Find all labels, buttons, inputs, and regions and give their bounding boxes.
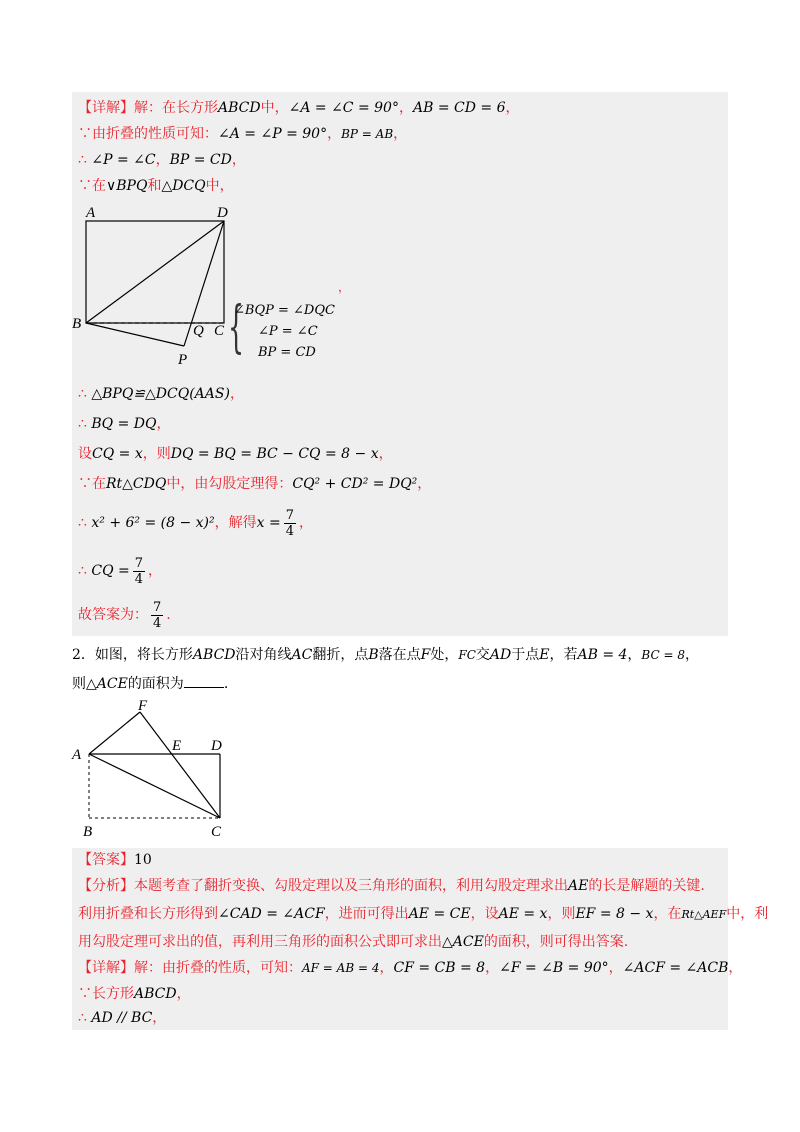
sol1-line-10: ∴ CQ = $\frac{7}{4}$ ， [78,555,163,587]
sol1-line-1: 【详解】解：在长方形ABCD中，∠A = ∠C = 90°，AB = CD = 6， [78,100,520,116]
label-E: E [172,738,182,754]
sol1-line-3: ∴ ∠P = ∠C，BP = CD， [78,152,246,168]
label-A: A [86,205,96,221]
sol1-line-5: ∴ △BPQ≌△DCQ(AAS)， [78,386,244,402]
detail-line-3: ∴ AD // BC， [78,1010,167,1026]
analysis-line-2: 利用折叠和长方形得到∠CAD = ∠ACF，进而可得出AE = CE，设AE = x，则EF = 8 − x，在Rt△AEF中，利 [78,906,769,922]
label-Q: Q [193,323,204,339]
system-brace: { [228,295,245,360]
label-B: B [72,316,82,332]
answer-blank [184,673,224,688]
label-C: C [214,323,225,339]
analysis-line-3: 用勾股定理可求出的值，再利用三角形的面积公式即可求出△ACE的面积，则可得出答案. [78,934,629,950]
label-A: A [72,747,82,763]
solution-block-2 [72,848,769,1030]
sol1-line-7: 设CQ = x，则DQ = BQ = BC − CQ = 8 − x， [78,446,393,462]
fold-figure-1 [72,202,232,370]
label-F: F [138,698,148,714]
fraction-seven-fourths: $\frac{7}{4}$ [153,599,162,631]
sol1-line-4: ∵在∨BPQ和△DCQ中， [78,178,234,194]
fraction-seven-fourths: $\frac{7}{4}$ [285,507,294,539]
answer-line: 【答案】10 [78,852,152,868]
question-2-line-1: 2．如图，将长方形ABCD沿对角线AC翻折，点B落在点F处，FC交AD于点E，若AB = 4，BC = 8， [72,647,699,663]
analysis-line-1: 【分析】本题考查了翻折变换、勾股定理以及三角形的面积，利用勾股定理求出AE的长是解题的关键. [78,878,705,894]
label-C: C [211,824,222,840]
sol1-line-8: ∵在Rt△CDQ中，由勾股定理得：CQ² + CD² = DQ²， [78,476,432,492]
question-2-line-2: 则△ACE的面积为 . [72,673,228,694]
label-D: D [211,738,222,754]
label-D: D [217,205,228,221]
sol1-line-9: ∴ x² + 6² = (8 − x)²，解得x = $\frac{7}{4}$ ， [78,507,313,539]
stray-comma: ， [338,280,351,294]
solution-block-1 [72,92,728,636]
sol1-line-6: ∴ BQ = DQ， [78,416,171,432]
label-P: P [178,352,188,368]
label-B: B [83,824,93,840]
detail-line-1: 【详解】解：由折叠的性质，可知：AF = AB = 4，CF = CB = 8，∠F = ∠B = 90°，∠ACF = ∠ACB， [78,960,743,976]
sol1-line-11: 故答案为： $\frac{7}{4}$ . [78,599,171,631]
congruence-system: ∠BQP = ∠DQC ∠P = ∠C BP = CD [234,303,335,360]
fold-figure-2 [68,696,238,842]
fraction-seven-fourths: $\frac{7}{4}$ [134,555,144,587]
detail-line-2: ∵长方形ABCD， [78,986,191,1002]
sol1-line-2: ∵由折叠的性质可知：∠A = ∠P = 90°，BP = AB， [78,126,408,142]
